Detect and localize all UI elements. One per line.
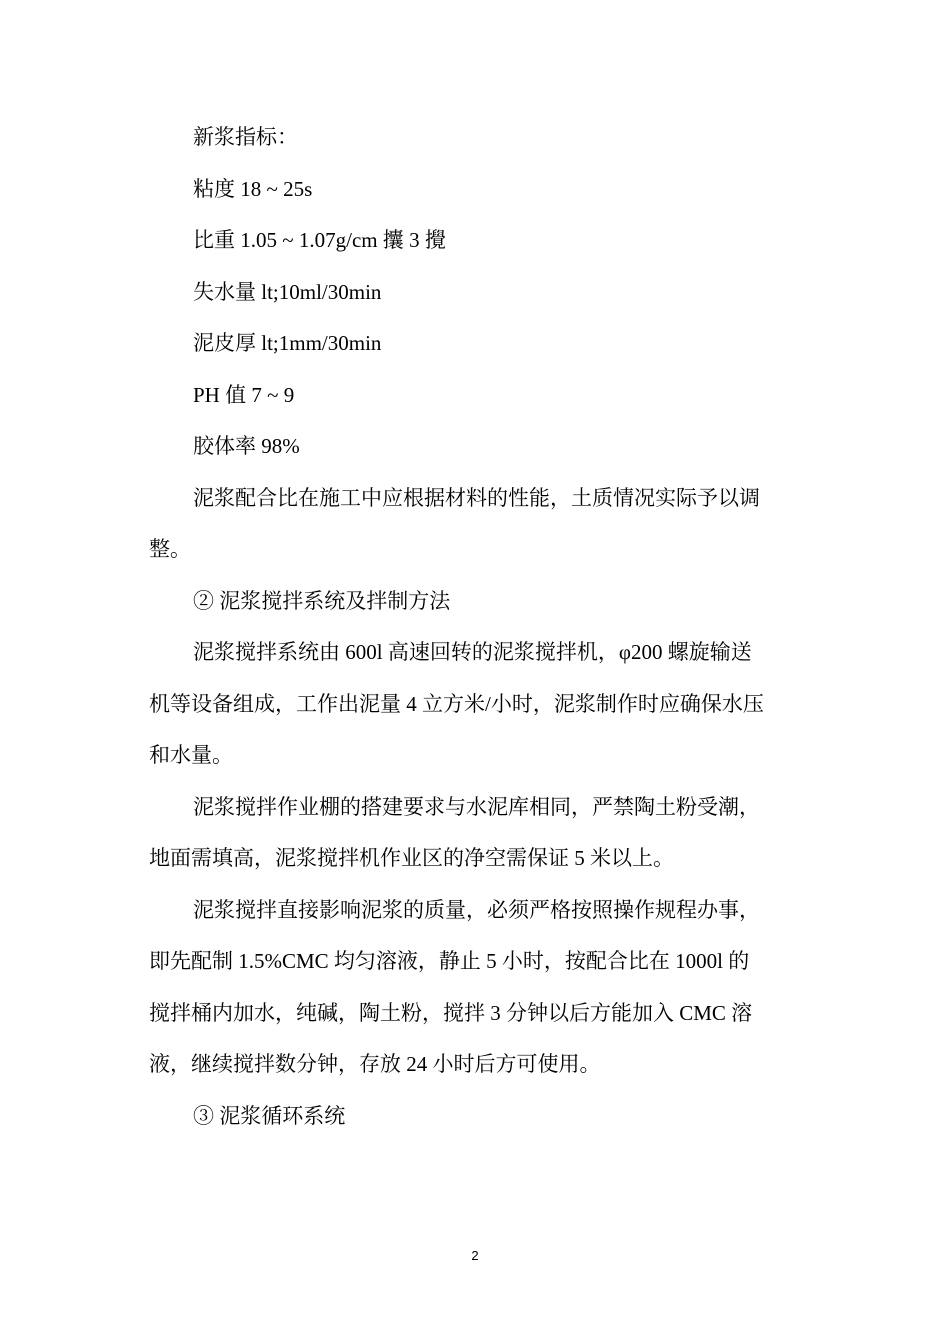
paragraph-mix-ratio-cont: 整。 [149, 537, 191, 561]
paragraph-mix-ratio: 泥浆配合比在施工中应根据材料的性能，土质情况实际予以调 [193, 485, 760, 510]
paragraph-mixing-shed-cont: 地面需填高，泥浆搅拌机作业区的净空需保证 5 米以上。 [149, 846, 674, 870]
paragraph-mixing-procedure-end: 液，继续搅拌数分钟，存放 24 小时后方可使用。 [149, 1052, 601, 1076]
page-number: 2 [471, 1248, 479, 1263]
paragraph-mixing-procedure-cont1: 即先配制 1.5%CMC 均匀溶液，静止 5 小时，按配合比在 1000l 的 [149, 949, 750, 973]
indicator-colloid-rate: 胶体率 98% [193, 434, 300, 458]
document-body [149, 112, 809, 1142]
paragraph-mixing-procedure-cont2: 搅拌桶内加水，纯碱，陶土粉，搅拌 3 分钟以后方能加入 CMC 溶 [149, 1000, 753, 1025]
paragraph-mixing-procedure: 泥浆搅拌直接影响泥浆的质量，必须严格按照操作规程办事， [193, 897, 760, 922]
indicator-specific-gravity: 比重 1.05 ~ 1.07g/cm 攮 3 攪 [193, 228, 446, 252]
paragraph-mixing-system-end: 和水量。 [149, 743, 233, 767]
paragraph-mixing-shed: 泥浆搅拌作业棚的搭建要求与水泥库相同，严禁陶土粉受潮， [193, 794, 760, 819]
indicator-water-loss: 失水量 lt;10ml/30min [193, 279, 382, 304]
indicator-ph: PH 值 7 ~ 9 [193, 382, 295, 407]
heading-new-slurry-indicators: 新浆指标： [193, 125, 298, 149]
indicator-viscosity: 粘度 18 ~ 25s [193, 176, 313, 201]
indicator-cake-thickness: 泥皮厚 lt;1mm/30min [193, 331, 382, 355]
section-heading-mixing-system: ② 泥浆搅拌系统及拌制方法 [193, 588, 451, 613]
section-heading-circulation-system: ③ 泥浆循环系统 [193, 1103, 346, 1128]
paragraph-mixing-system-cont: 机等设备组成，工作出泥量 4 立方米/小时，泥浆制作时应确保水压 [149, 691, 764, 716]
paragraph-mixing-system: 泥浆搅拌系统由 600l 高速回转的泥浆搅拌机，φ200 螺旋输送 [193, 640, 752, 664]
